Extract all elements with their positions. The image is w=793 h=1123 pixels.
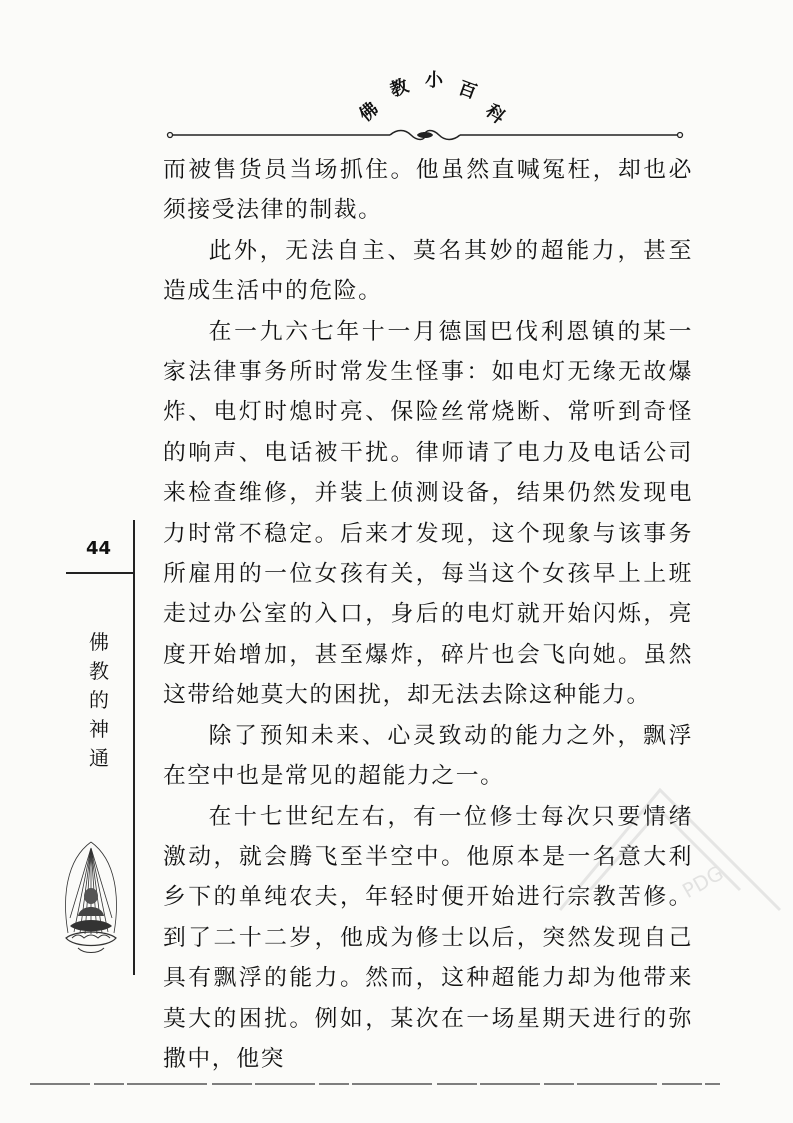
margin-vertical-rule <box>133 520 135 975</box>
chapter-title-char: 佛 <box>89 630 109 654</box>
header-ornament-divider <box>165 128 685 142</box>
body-text <box>163 150 693 1079</box>
paragraph: 而被售货员当场抓住。他虽然直喊冤枉，却也必须接受法律的制裁。 <box>163 157 693 224</box>
paragraph: 此外，无法自主、莫名其妙的超能力，甚至造成生活中的危险。 <box>163 237 693 305</box>
book-title-char: 小 <box>425 70 443 91</box>
page-number: 44 <box>86 538 112 559</box>
book-title-char: 百 <box>455 77 480 104</box>
watermark <box>520 770 793 930</box>
book-title-char: 佛 <box>355 98 383 126</box>
book-title <box>355 58 515 128</box>
paragraph: 在一九六七年十一月德国巴伐利恩镇的某一家法律事务所时常发生怪事：如电灯无缘无故爆炸、电灯时熄时亮、保险丝常烧断、常听到奇怪的响声、电话被干扰。律师请了电力及电话公司来检查维修，并装上侦测设备，结果仍然发现电力时常不稳定。后来才发现，这个现象与该事务所雇用的一位女孩有关，每当这个女孩早上上班走过办公室的入口，身后的电灯就开始闪烁，亮度开始增加，甚至爆炸，碎片也会飞向她。虽然这带给她莫大的困扰，却无法去除这种能力。 <box>163 318 693 709</box>
buddha-figure-icon <box>58 838 124 958</box>
chapter-title-char: 的 <box>89 688 109 712</box>
chapter-title-char: 通 <box>89 746 109 770</box>
watermark-text: PDG <box>678 860 728 903</box>
chapter-title-char: 教 <box>89 659 109 683</box>
paragraph: 在十七世纪左右，有一位修士每次只要情绪激动，就会腾飞至半空中。他原本是一名意大利乡下的单纯农夫，年轻时便开始进行宗教苦修。到了二十二岁，他成为修士以后，突然发现自己具有飘浮的能力。然而，这种超能力却为他带来莫大的困扰。例如，某次在一场星期天进行的弥撒中，他突 <box>163 803 693 1072</box>
chapter-title-char: 神 <box>89 717 109 741</box>
bottom-rule <box>30 1082 720 1086</box>
book-title-char: 科 <box>481 100 509 128</box>
margin-horizontal-rule <box>66 572 134 574</box>
book-title-char: 教 <box>387 75 412 102</box>
paragraph: 除了预知未来、心灵致动的能力之外，飘浮在空中也是常见的超能力之一。 <box>163 722 693 790</box>
chapter-title <box>84 628 114 773</box>
